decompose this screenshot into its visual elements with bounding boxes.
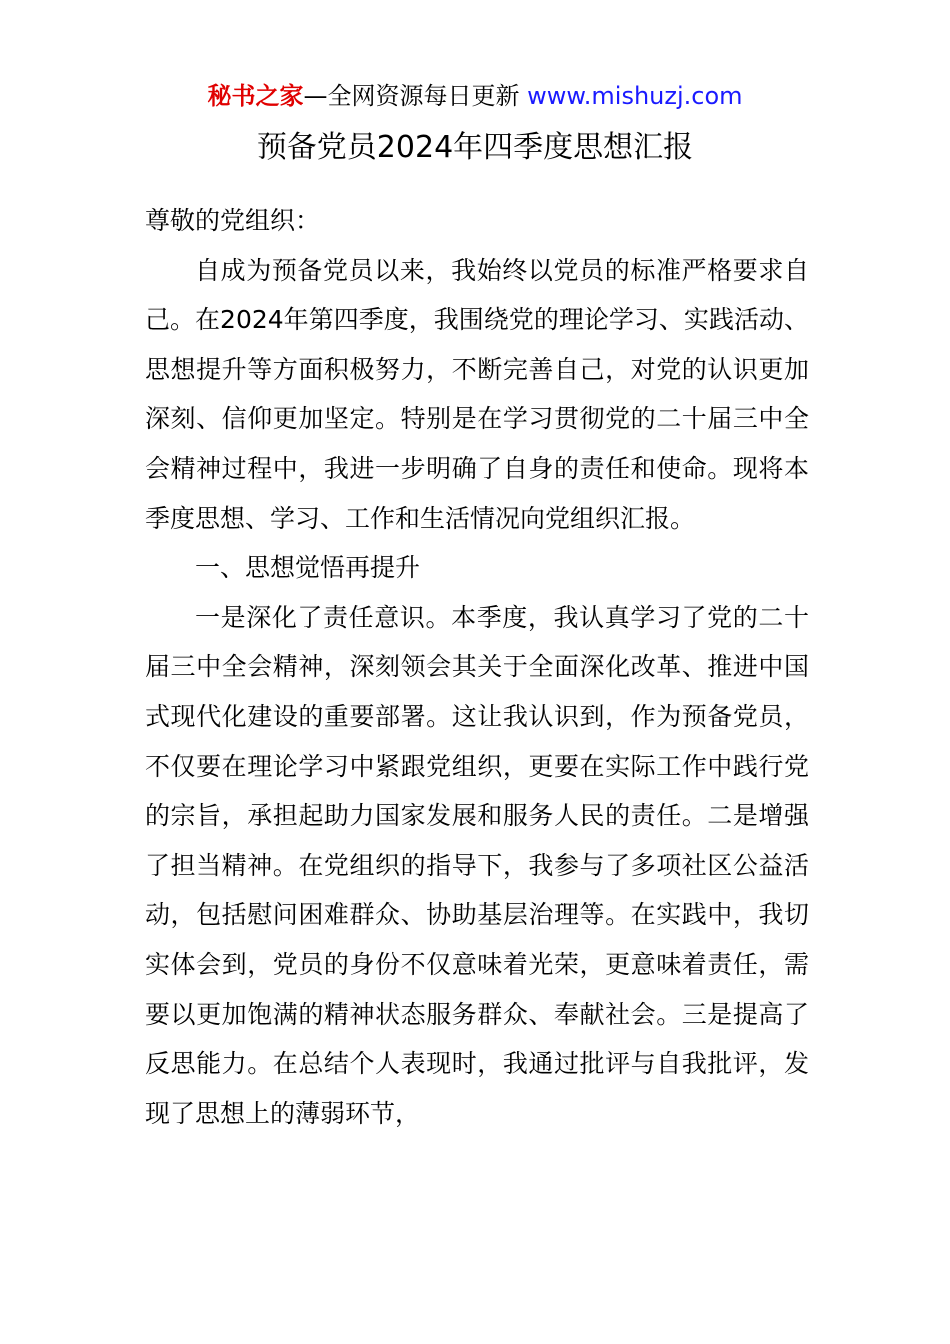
site-header xyxy=(0,80,950,112)
site-brand: 秘书之家 xyxy=(207,82,304,110)
site-tagline: —全网资源每日更新 xyxy=(303,82,528,110)
document-title: 预备党员2024年四季度思想汇报 xyxy=(256,130,694,165)
document-body xyxy=(145,196,809,1138)
paragraph-intro: 自成为预备党员以来，我始终以党员的标准严格要求自己。在2024年第四季度，我围绕党的理论学习、实践活动、思想提升等方面积极努力，不断完善自己，对党的认识更加深刻、信仰更加坚定。特别是在学习贯彻党的二十届三中全会精神过程中，我进一步明确了自身的责任和使命。现将本季度思想、学习、工作和生活情况向党组织汇报。 xyxy=(145,255,809,533)
paragraph-section-1: 一是深化了责任意识。本季度，我认真学习了党的二十届三中全会精神，深刻领会其关于全面深化改革、推进中国式现代化建设的重要部署。这让我认识到，作为预备党员，不仅要在理论学习中紧跟党组织，更要在实际工作中践行党的宗旨，承担起助力国家发展和服务人民的责任。二是增强了担当精神。在党组织的指导下，我参与了多项社区公益活动，包括慰问困难群众、协助基层治理等。在实践中，我切实体会到，党员的身份不仅意味着光荣，更意味着责任，需要以更加饱满的精神状态服务群众、奉献社会。三是提高了反思能力。在总结个人表现时，我通过批评与自我批评，发现了思想上的薄弱环节， xyxy=(145,602,809,1128)
site-url-link[interactable]: www.mishuzj.com xyxy=(527,82,743,110)
section-heading: 一、思想觉悟再提升 xyxy=(195,553,421,583)
salutation: 尊敬的党组织： xyxy=(145,206,321,235)
